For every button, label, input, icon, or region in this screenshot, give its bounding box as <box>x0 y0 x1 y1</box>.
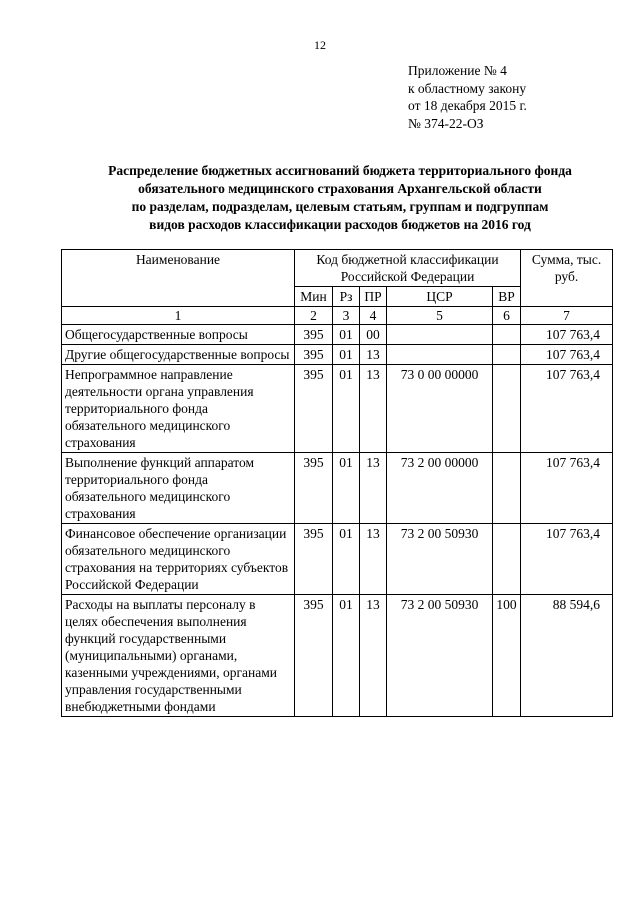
row-pr: 13 <box>360 453 387 524</box>
column-number: 2 <box>295 307 333 325</box>
row-pr: 13 <box>360 524 387 595</box>
table-row <box>62 345 613 365</box>
table-row <box>62 365 613 453</box>
row-csr <box>387 325 493 345</box>
row-csr: 73 2 00 50930 <box>387 524 493 595</box>
row-csr: 73 0 00 00000 <box>387 365 493 453</box>
header-csr: ЦСР <box>387 287 493 307</box>
header-pr: ПР <box>360 287 387 307</box>
row-pr: 13 <box>360 365 387 453</box>
row-rz: 01 <box>333 595 360 717</box>
header-code-group: Код бюджетной классификации Российской Федерации <box>295 250 521 287</box>
row-rz: 01 <box>333 453 360 524</box>
row-name: Непрограммное направление деятельности органа управления территориального фонда обязательного медицинского страхования <box>62 365 295 453</box>
row-pr: 13 <box>360 345 387 365</box>
row-vr <box>493 524 521 595</box>
row-sum: 107 763,4 <box>521 453 613 524</box>
row-rz: 01 <box>333 365 360 453</box>
appendix-line: № 374-22-ОЗ <box>408 115 484 131</box>
header-name: Наименование <box>62 250 295 307</box>
table-row <box>62 325 613 345</box>
row-sum: 88 594,6 <box>521 595 613 717</box>
table-row <box>62 524 613 595</box>
row-name: Общегосударственные вопросы <box>62 325 295 345</box>
column-number: 6 <box>493 307 521 325</box>
row-min: 395 <box>295 524 333 595</box>
column-number: 5 <box>387 307 493 325</box>
appendix-line: Приложение № 4 <box>408 63 507 78</box>
row-vr: 100 <box>493 595 521 717</box>
title-line: по разделам, подразделам, целевым статьям, группам и подгруппам <box>131 199 549 214</box>
row-vr <box>493 453 521 524</box>
header-vr: ВР <box>493 287 521 307</box>
title-line: Распределение бюджетных ассигнований бюджета территориального фонда <box>108 163 572 178</box>
row-name: Финансовое обеспечение организации обязательного медицинского страхования на территориях субъектов Российской Федерации <box>62 524 295 595</box>
header-sum: Сумма, тыс. руб. <box>521 250 613 307</box>
page-number: 12 <box>314 38 326 52</box>
row-min: 395 <box>295 365 333 453</box>
row-sum: 107 763,4 <box>521 524 613 595</box>
appendix-line: от 18 декабря 2015 г. <box>408 98 527 113</box>
header-rz: Рз <box>333 287 360 307</box>
row-vr <box>493 365 521 453</box>
row-name: Другие общегосударственные вопросы <box>62 345 295 365</box>
table-row <box>62 595 613 717</box>
row-rz: 01 <box>333 524 360 595</box>
column-number: 4 <box>360 307 387 325</box>
appendix-reference <box>408 62 527 132</box>
column-number: 7 <box>521 307 613 325</box>
header-min: Мин <box>295 287 333 307</box>
budget-allocation-table <box>61 249 613 717</box>
row-min: 395 <box>295 325 333 345</box>
row-min: 395 <box>295 453 333 524</box>
row-sum: 107 763,4 <box>521 365 613 453</box>
row-name: Выполнение функций аппаратом территориального фонда обязательного медицинского страхования <box>62 453 295 524</box>
row-name: Расходы на выплаты персоналу в целях обеспечения выполнения функций государственными (муниципальными) органами, казенными учреждениями, органами управления государственными внебюджетными фондами <box>62 595 295 717</box>
row-min: 395 <box>295 595 333 717</box>
row-min: 395 <box>295 345 333 365</box>
row-vr <box>493 325 521 345</box>
title-line: видов расходов классификации расходов бюджетов на 2016 год <box>149 217 531 232</box>
row-csr: 73 2 00 00000 <box>387 453 493 524</box>
column-number: 1 <box>62 307 295 325</box>
row-csr <box>387 345 493 365</box>
row-pr: 13 <box>360 595 387 717</box>
column-number-row <box>62 307 613 325</box>
table-row <box>62 453 613 524</box>
appendix-line: к областному закону <box>408 80 527 96</box>
column-number: 3 <box>333 307 360 325</box>
row-sum: 107 763,4 <box>521 345 613 365</box>
row-pr: 00 <box>360 325 387 345</box>
row-sum: 107 763,4 <box>521 325 613 345</box>
row-rz: 01 <box>333 325 360 345</box>
title-line: обязательного медицинского страхования Архангельской области <box>138 181 542 196</box>
row-vr <box>493 345 521 365</box>
document-title <box>60 162 620 234</box>
row-rz: 01 <box>333 345 360 365</box>
row-csr: 73 2 00 50930 <box>387 595 493 717</box>
